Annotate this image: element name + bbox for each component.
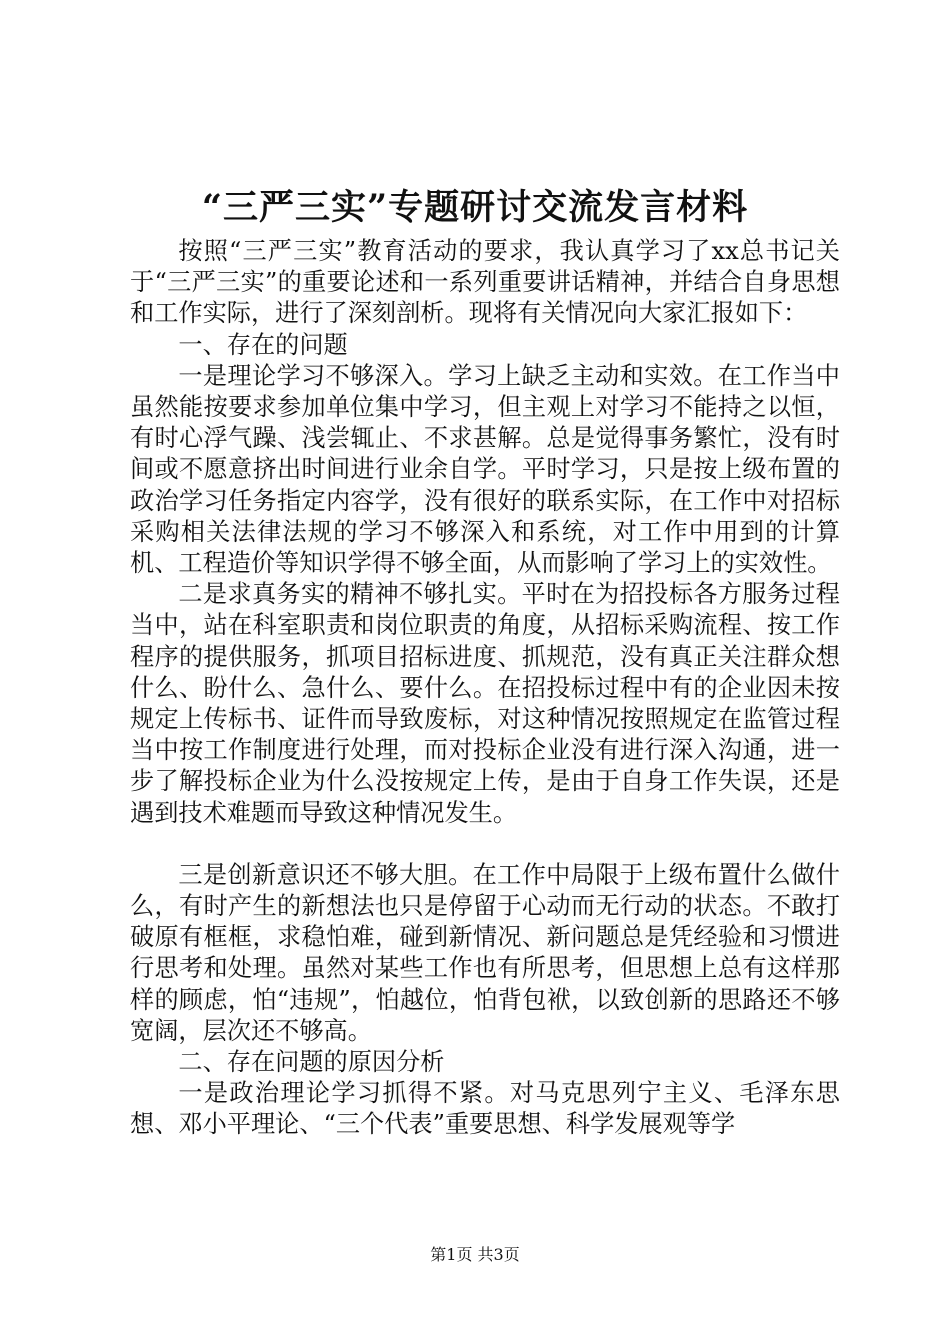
paragraph-problem-1: 一是理论学习不够深入。学习上缺乏主动和实效。在工作当中虽然能按要求参加单位集中学习，但主观上对学习不能持之以恒，有时心浮气躁、浅尝辄止、不求甚解。总是觉得事务繁忙，没有时间或不愿意挤出时间进行业余自学。平时学习，只是按上级布置的政治学习任务指定内容学，没有很好的联系实际，在工作中对招标采购相关法律法规的学习不够深入和系统，对工作中用到的计算机、工程造价等知识学得不够全面，从而影响了学习上的实效性。: [130, 361, 840, 578]
document-title: “三严三实”专题研讨交流发言材料: [201, 187, 749, 228]
document-body: [130, 236, 840, 1141]
paragraph-problem-2: 二是求真务实的精神不够扎实。平时在为招投标各方服务过程当中，站在科室职责和岗位职责的角度，从招标采购流程、按工作程序的提供服务，抓项目招标进度、抓规范，没有真正关注群众想什么、盼什么、急什么、要什么。在招投标过程中有的企业因未按规定上传标书、证件而导致废标，对这种情况按照规定在监管过程当中按工作制度进行处理，而对投标企业没有进行深入沟通，进一步了解投标企业为什么没按规定上传，是由于自身工作失误，还是遇到技术难题而导致这种情况发生。: [130, 580, 840, 827]
page-number-footer: 第1页 共3页: [430, 1245, 520, 1264]
section-heading-causes: 二、存在问题的原因分析: [178, 1048, 445, 1077]
paragraph-intro: 按照“三严三实”教育活动的要求，我认真学习了xx总书记关于“三严三实”的重要论述和一系列重要讲话精神，并结合自身思想和工作实际，进行了深刻剖析。现将有关情况向大家汇报如下：: [130, 237, 840, 328]
paragraph-cause-1: 一是政治理论学习抓得不紧。对马克思列宁主义、毛泽东思想、邓小平理论、“三个代表”重要思想、科学发展观等学: [130, 1079, 840, 1139]
section-heading-problems: 一、存在的问题: [178, 330, 348, 359]
paragraph-spacer: [130, 829, 840, 860]
paragraph-problem-3: 三是创新意识还不够大胆。在工作中局限于上级布置什么做什么，有时产生的新想法也只是停留于心动而无行动的状态。不敢打破原有框框，求稳怕难，碰到新情况、新问题总是凭经验和习惯进行思考和处理。虽然对某些工作也有所思考，但思想上总有这样那样的顾虑，怕“违规”，怕越位，怕背包袱，以致创新的思路还不够宽阔，层次还不够高。: [130, 860, 840, 1045]
